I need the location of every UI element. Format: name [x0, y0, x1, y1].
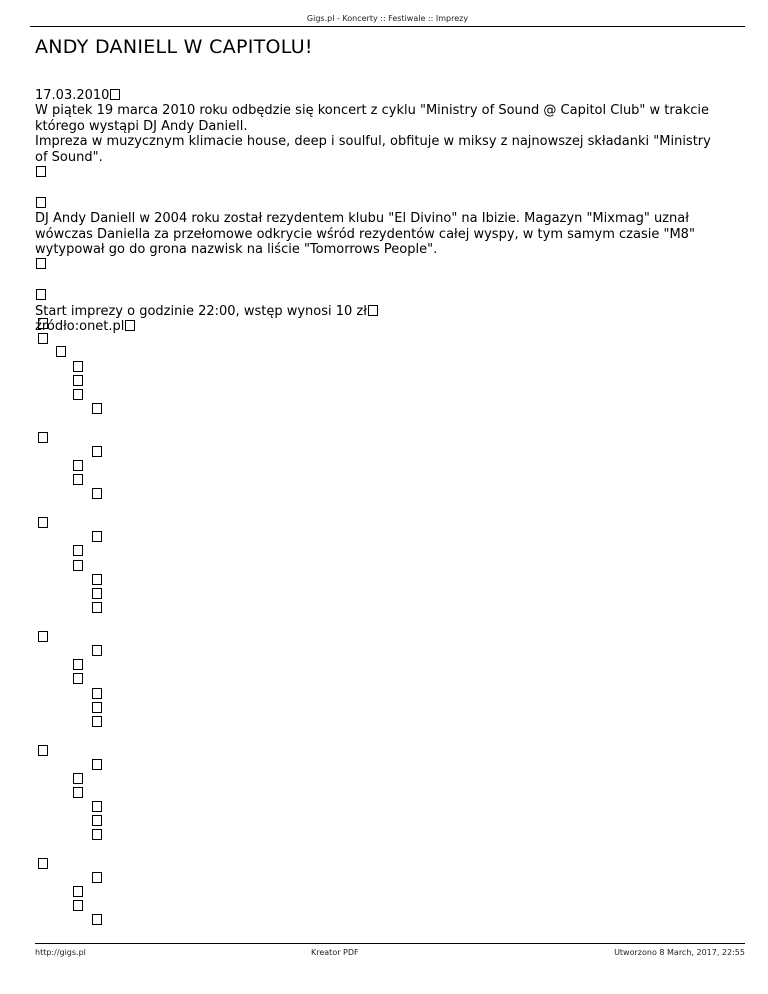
missing-glyph-icon	[92, 759, 102, 770]
page-header: Gigs.pl - Koncerty :: Festiwale :: Imprezy	[30, 14, 745, 27]
start-info-line	[35, 304, 725, 319]
missing-glyph-icon	[73, 375, 83, 386]
missing-glyph-icon	[38, 631, 48, 642]
missing-glyph-icon	[38, 517, 48, 528]
article-title: ANDY DANIELL W CAPITOLU!	[35, 36, 313, 58]
footer-url: http://gigs.pl	[35, 948, 86, 957]
missing-glyph-icon	[125, 320, 135, 331]
glyph-line	[35, 257, 725, 272]
paragraph-line: W piątek 19 marca 2010 roku odbędzie się koncert z cyklu "Ministry of Sound @ Capitol Club" w trakcie	[35, 103, 710, 119]
missing-glyph-icon	[73, 886, 83, 897]
missing-glyph-icon	[92, 702, 102, 713]
paragraph-line: wówczas Daniella za przełomowe odkrycie wśród rezydentów całej wyspy, w tym samym czasie "M8"	[35, 226, 695, 242]
missing-glyph-icon	[92, 403, 102, 414]
missing-glyph-icon	[73, 361, 83, 372]
source-text: źródło:onet.pl	[35, 319, 125, 335]
missing-glyph-icon	[73, 773, 83, 784]
missing-glyph-icon	[92, 829, 102, 840]
glyph-line	[35, 196, 725, 211]
missing-glyph-icon	[73, 389, 83, 400]
missing-glyph-icon	[92, 588, 102, 599]
missing-glyph-icon	[73, 673, 83, 684]
paragraph-line: Impreza w muzycznym klimacie house, deep i soulful, obfituje w miksy z najnowszej składanki "Ministry	[35, 134, 711, 150]
missing-glyph-icon	[38, 432, 48, 443]
footer-created: Utworzono 8 March, 2017, 22:55	[614, 948, 745, 957]
source-line	[35, 319, 725, 334]
start-info: Start imprezy o godzinie 22:00, wstęp wynosi 10 zł	[35, 303, 367, 319]
missing-glyph-icon	[92, 914, 102, 925]
paragraph-line: którego wystąpi DJ Andy Daniell.	[35, 118, 248, 134]
missing-glyph-icon	[56, 346, 66, 357]
missing-glyph-icon	[92, 801, 102, 812]
missing-glyph-icon	[73, 474, 83, 485]
missing-glyph-icon	[73, 659, 83, 670]
missing-glyph-icon	[92, 872, 102, 883]
paragraph-line: wytypował go do grona nazwisk na liście "Tomorrows People".	[35, 242, 438, 258]
missing-glyph-icon	[73, 545, 83, 556]
missing-glyph-icon	[110, 89, 120, 100]
page-footer	[35, 943, 745, 961]
missing-glyph-icon	[92, 602, 102, 613]
missing-glyph-icon	[92, 645, 102, 656]
missing-glyph-icon	[92, 815, 102, 826]
article-body	[35, 88, 725, 334]
paragraph-line: of Sound".	[35, 149, 103, 165]
missing-glyph-icon	[73, 900, 83, 911]
missing-glyph-icon	[38, 745, 48, 756]
missing-glyph-icon	[36, 197, 46, 208]
glyph-line	[35, 165, 725, 180]
missing-glyph-icon	[92, 688, 102, 699]
missing-glyph-icon	[92, 488, 102, 499]
article-date: 17.03.2010	[35, 88, 110, 103]
glyph-line	[35, 288, 725, 303]
paragraph-line: DJ Andy Daniell w 2004 roku został rezydentem klubu "El Divino" na Ibizie. Magazyn "Mixmag" uznał	[35, 211, 689, 227]
missing-glyph-icon	[92, 716, 102, 727]
missing-glyph-icon	[92, 574, 102, 585]
missing-glyph-icon	[368, 305, 378, 316]
missing-glyph-icon	[38, 333, 48, 344]
missing-glyph-icon	[38, 318, 48, 329]
missing-glyph-icon	[38, 858, 48, 869]
footer-generator: Kreator PDF	[311, 948, 359, 957]
missing-glyph-icon	[36, 166, 46, 177]
article-date-line	[35, 88, 725, 103]
missing-glyph-icon	[36, 258, 46, 269]
missing-glyph-icon	[73, 460, 83, 471]
missing-glyph-icon	[73, 560, 83, 571]
missing-glyph-icon	[92, 531, 102, 542]
missing-glyph-icon	[73, 787, 83, 798]
missing-glyph-icon	[92, 446, 102, 457]
missing-glyph-icon	[36, 289, 46, 300]
